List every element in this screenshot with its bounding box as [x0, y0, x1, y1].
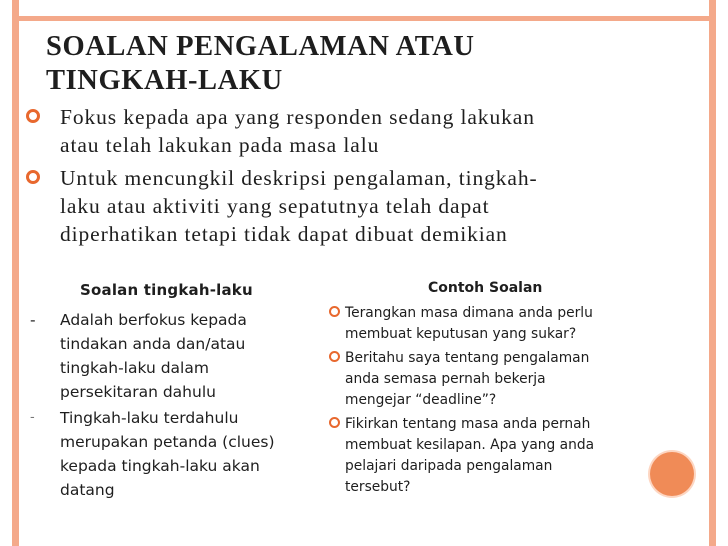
item-line: Adalah berfokus kepada [60, 311, 247, 329]
dash-marker: - [30, 311, 36, 329]
bullet-line: Fokus kepada apa yang responden sedang lakukan [60, 105, 535, 129]
main-bullet [24, 103, 674, 159]
item-line: tingkah-laku dalam [60, 359, 209, 377]
item-line: Terangkan masa dimana anda perlu [345, 305, 593, 321]
frame-top-border [12, 16, 716, 21]
left-column-item [30, 406, 302, 502]
slide-title-line: TINGKAH-LAKU [46, 65, 283, 96]
item-line: merupakan petanda (clues) [60, 433, 275, 451]
left-column-item [30, 308, 302, 404]
item-line: Fikirkan tentang masa anda pernah [345, 416, 591, 432]
bullet-line: atau telah lakukan pada masa lalu [60, 133, 380, 157]
right-column-item [326, 348, 636, 411]
bullet-line: laku atau aktiviti yang sepatutnya telah dapat [60, 194, 490, 218]
main-bullet-list [24, 103, 674, 248]
item-line: persekitaran dahulu [60, 383, 216, 401]
circle-bullet-icon [26, 109, 40, 123]
item-line: anda semasa pernah bekerja [345, 371, 546, 387]
item-line: Beritahu saya tentang pengalaman [345, 350, 590, 366]
decorative-circle-icon [650, 452, 694, 496]
item-line: tersebut? [345, 479, 411, 495]
right-column-heading: Contoh Soalan [428, 280, 543, 296]
bullet-line: diperhatikan tetapi tidak dapat dibuat demikian [60, 222, 508, 246]
circle-bullet-icon [26, 170, 40, 184]
item-line: mengejar “deadline”? [345, 392, 497, 408]
slide-title [46, 30, 686, 98]
right-column-item [326, 303, 636, 345]
circle-bullet-icon [329, 351, 340, 362]
item-line: membuat kesilapan. Apa yang anda [345, 437, 595, 453]
frame-right-border [709, 0, 716, 546]
circle-bullet-icon [329, 306, 340, 317]
item-line: membuat keputusan yang sukar? [345, 326, 577, 342]
left-column-heading: Soalan tingkah-laku [80, 281, 253, 299]
main-bullet [24, 164, 674, 248]
right-column-item [326, 414, 636, 498]
item-line: pelajari daripada pengalaman [345, 458, 553, 474]
slide-title-line: SOALAN PENGALAMAN ATAU [46, 31, 475, 62]
bullet-line: Untuk mencungkil deskripsi pengalaman, tingkah- [60, 166, 538, 190]
item-line: tindakan anda dan/atau [60, 335, 246, 353]
right-column [326, 280, 636, 501]
item-line: kepada tingkah-laku akan [60, 457, 260, 475]
frame-left-border [12, 0, 19, 546]
item-line: Tingkah-laku terdahulu [60, 409, 239, 427]
item-line: datang [60, 481, 115, 499]
dash-marker: - [30, 410, 35, 425]
circle-bullet-icon [329, 417, 340, 428]
left-column [30, 281, 302, 504]
